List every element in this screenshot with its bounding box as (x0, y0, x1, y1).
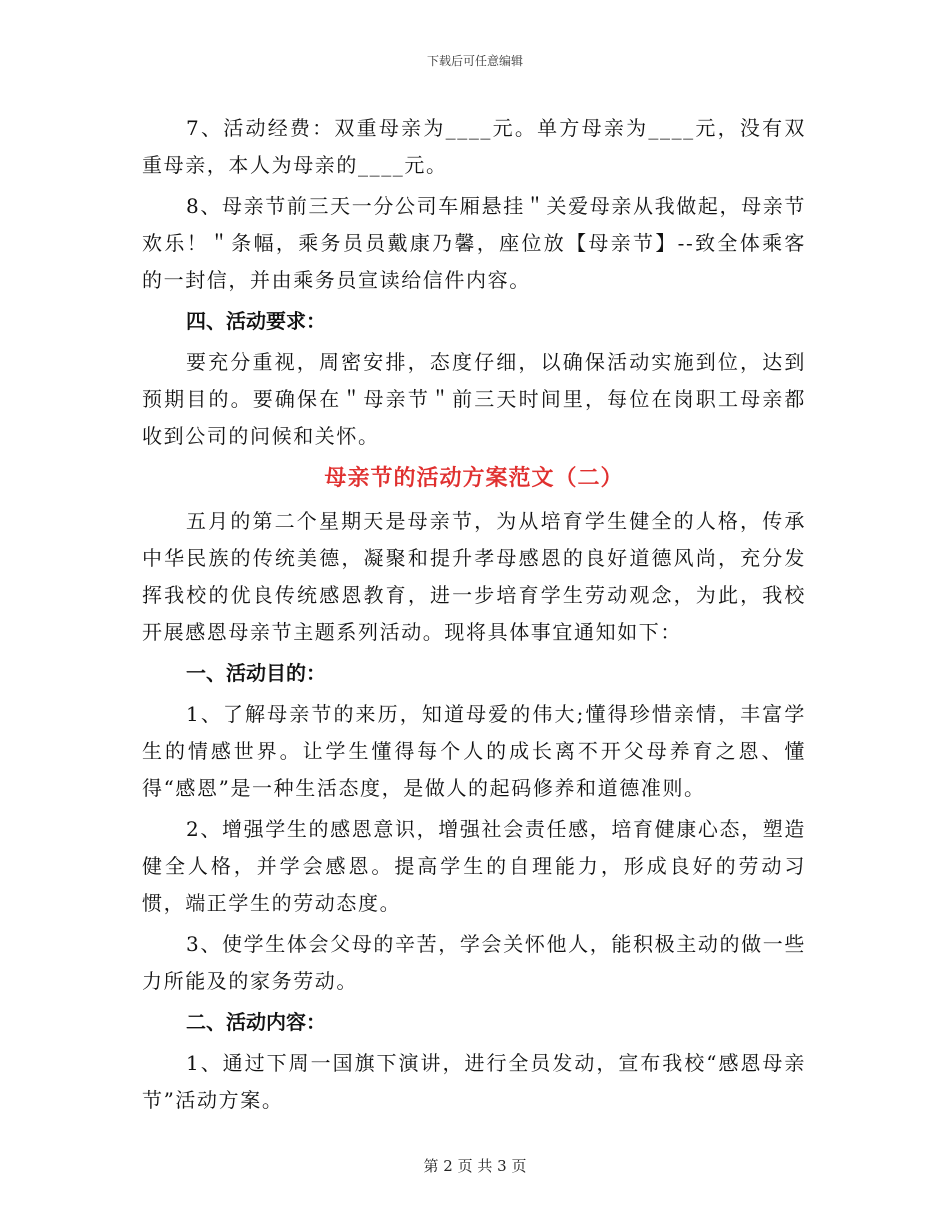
page-number: 第 2 页 共 3 页 (423, 1157, 527, 1175)
paragraph-purpose-2: 2、增强学生的感恩意识，增强社会责任感，培育健康心态，塑造健全人格，并学会感恩。提高学生的自理能力，形成良好的劳动习惯，端正学生的劳动态度。 (142, 817, 806, 915)
header-note: 下载后可任意编辑 (426, 54, 523, 68)
paragraph-purpose-1: 1、了解母亲节的来历，知道母爱的伟大;懂得珍惜亲情，丰富学生的情感世界。让学生懂得每个人的成长离不开父母养育之恩、懂得“感恩”是一种生活态度，是做人的起码修养和道德准则。 (142, 702, 806, 800)
paragraph-content-1: 1、通过下周一国旗下演讲，进行全员发动，宣布我校“感恩母亲节”活动方案。 (142, 1051, 806, 1112)
paragraph-purpose-3: 3、使学生体会父母的辛苦，学会关怀他人，能积极主动的做一些力所能及的家务劳动。 (142, 932, 806, 993)
paragraph-requirements: 要充分重视，周密安排，态度仔细，以确保活动实施到位，达到预期目的。要确保在＂母亲节＂前三天时间里，每位在岗职工母亲都收到公司的问候和关怀。 (142, 350, 806, 448)
section-title: 母亲节的活动方案范文（二） (324, 466, 624, 491)
paragraph-activity-fees: 7、活动经费：双重母亲为____元。单方母亲为____元，没有双重母亲，本人为母亲的____元。 (142, 116, 806, 177)
paragraph-banner-arrangement: 8、母亲节前三天一分公司车厢悬挂＂关爱母亲从我做起，母亲节欢乐！＂条幅，乘务员员戴康乃馨，座位放【母亲节】--致全体乘客的一封信，并由乘务员宣读给信件内容。 (142, 194, 806, 292)
paragraph-introduction: 五月的第二个星期天是母亲节，为从培育学生健全的人格，传承中华民族的传统美德，凝聚和提升孝母感恩的良好道德风尚，充分发挥我校的优良传统感恩教育，进一步培育学生劳动观念，为此，我校开展感恩母亲节主题系列活动。现将具体事宜通知如下： (142, 509, 806, 644)
heading-activity-content: 二、活动内容： (186, 1010, 326, 1034)
heading-activity-requirements: 四、活动要求： (186, 309, 326, 333)
heading-activity-purpose: 一、活动目的： (186, 661, 326, 685)
document-body (142, 110, 806, 1123)
